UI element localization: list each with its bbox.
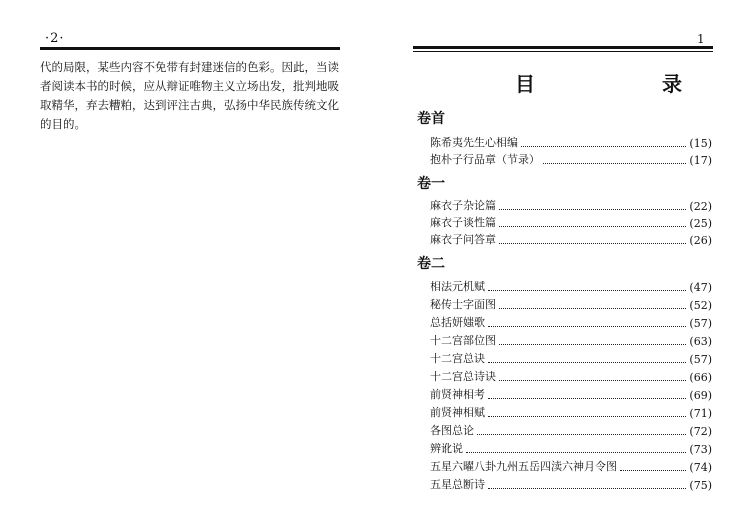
toc-entry-page: (26)	[689, 234, 712, 247]
paragraph-line: 取精华，弃去糟粕，达到评注古典，弘扬中华民族传统文化	[40, 98, 339, 112]
leader-dots	[499, 226, 686, 227]
left-header-rule	[40, 47, 340, 50]
toc-entry-title: 麻衣子谈性篇	[430, 216, 496, 229]
toc-entry[interactable]	[430, 150, 712, 167]
leader-dots	[488, 290, 686, 291]
toc-entry-title: 相法元机赋	[430, 280, 485, 293]
toc-entry-title: 麻衣子杂论篇	[430, 199, 496, 212]
leader-dots	[620, 470, 686, 471]
toc-entry-page: (25)	[689, 217, 712, 230]
toc-entry[interactable]	[430, 196, 712, 213]
leader-dots	[543, 163, 686, 164]
toc-entry[interactable]	[430, 367, 712, 384]
toc-entry-title: 十二宫总诗诀	[430, 370, 496, 383]
toc-entry-page: (72)	[689, 425, 712, 438]
toc-entry[interactable]	[430, 385, 712, 402]
toc-entry[interactable]	[430, 349, 712, 366]
toc-entry-title: 五星六曜八卦九州五岳四渎六神月令图	[430, 460, 617, 473]
right-header-rule-thin	[413, 51, 713, 52]
leader-dots	[488, 416, 686, 417]
paragraph-line: 者阅读本书的时候，应从辩证唯物主义立场出发，批判地吸	[40, 79, 339, 93]
toc-entry-page: (52)	[689, 299, 712, 312]
toc-entry[interactable]	[430, 403, 712, 420]
left-page-number: ·2·	[45, 31, 65, 46]
leader-dots	[521, 146, 686, 147]
toc-entry[interactable]	[430, 313, 712, 330]
toc-entry-title: 前贤神相赋	[430, 406, 485, 419]
toc-entry-title: 十二宫总诀	[430, 352, 485, 365]
toc-entry-page: (71)	[689, 407, 712, 420]
toc-entry-page: (15)	[689, 137, 712, 150]
leader-dots	[499, 344, 686, 345]
leader-dots	[477, 434, 686, 435]
toc-entry[interactable]	[430, 295, 712, 312]
leader-dots	[488, 398, 686, 399]
right-page	[375, 0, 750, 528]
toc-entry-page: (47)	[689, 281, 712, 294]
toc-entry[interactable]	[430, 439, 712, 456]
toc-entry-title: 五星总断诗	[430, 478, 485, 491]
toc-entry-page: (57)	[689, 353, 712, 366]
leader-dots	[499, 209, 686, 210]
toc-entry[interactable]	[430, 331, 712, 348]
right-header-rule-thick	[413, 46, 713, 49]
toc-entry[interactable]	[430, 277, 712, 294]
toc-entry-title: 前贤神相考	[430, 388, 485, 401]
toc-entry-page: (63)	[689, 335, 712, 348]
toc-entry[interactable]	[430, 421, 712, 438]
leader-dots	[488, 488, 686, 489]
toc-entry-page: (66)	[689, 371, 712, 384]
paragraph-line: 代的局限，某些内容不免带有封建迷信的色彩。因此，当读	[40, 60, 339, 74]
toc-entry-title: 秘传士字面图	[430, 298, 496, 311]
toc-entry[interactable]	[430, 213, 712, 230]
toc-entry-page: (74)	[689, 461, 712, 474]
leader-dots	[488, 326, 686, 327]
toc-entry-title: 辨讹说	[430, 442, 463, 455]
paragraph-line: 的目的。	[40, 117, 86, 131]
leader-dots	[499, 380, 686, 381]
toc-entry-page: (69)	[689, 389, 712, 402]
toc-entry-page: (22)	[689, 200, 712, 213]
toc-entry-title: 麻衣子问答章	[430, 233, 496, 246]
toc-entry-title: 十二宫部位图	[430, 334, 496, 347]
leader-dots	[499, 308, 686, 309]
toc-entry-page: (75)	[689, 479, 712, 492]
toc-entry[interactable]	[430, 230, 712, 247]
toc-entry-title: 抱朴子行品章（节录）	[430, 153, 540, 166]
leader-dots	[488, 362, 686, 363]
toc-entry[interactable]	[430, 133, 712, 150]
toc-entry-title: 各图总论	[430, 424, 474, 437]
toc-entry-page: (17)	[689, 154, 712, 167]
volume-heading: 卷一	[417, 176, 445, 192]
toc-entry[interactable]	[430, 475, 712, 492]
toc-entry-page: (73)	[689, 443, 712, 456]
leader-dots	[499, 243, 686, 244]
volume-heading: 卷首	[417, 111, 445, 127]
leader-dots	[466, 452, 686, 453]
left-body-paragraph	[40, 58, 345, 134]
toc-title: 目 录	[515, 72, 742, 96]
right-page-number: 1	[697, 32, 705, 46]
toc-entry[interactable]	[430, 457, 712, 474]
volume-heading: 卷二	[417, 256, 445, 272]
toc-entry-title: 总括妍媸歌	[430, 316, 485, 329]
toc-entry-page: (57)	[689, 317, 712, 330]
toc-entry-title: 陈希夷先生心相编	[430, 136, 518, 149]
